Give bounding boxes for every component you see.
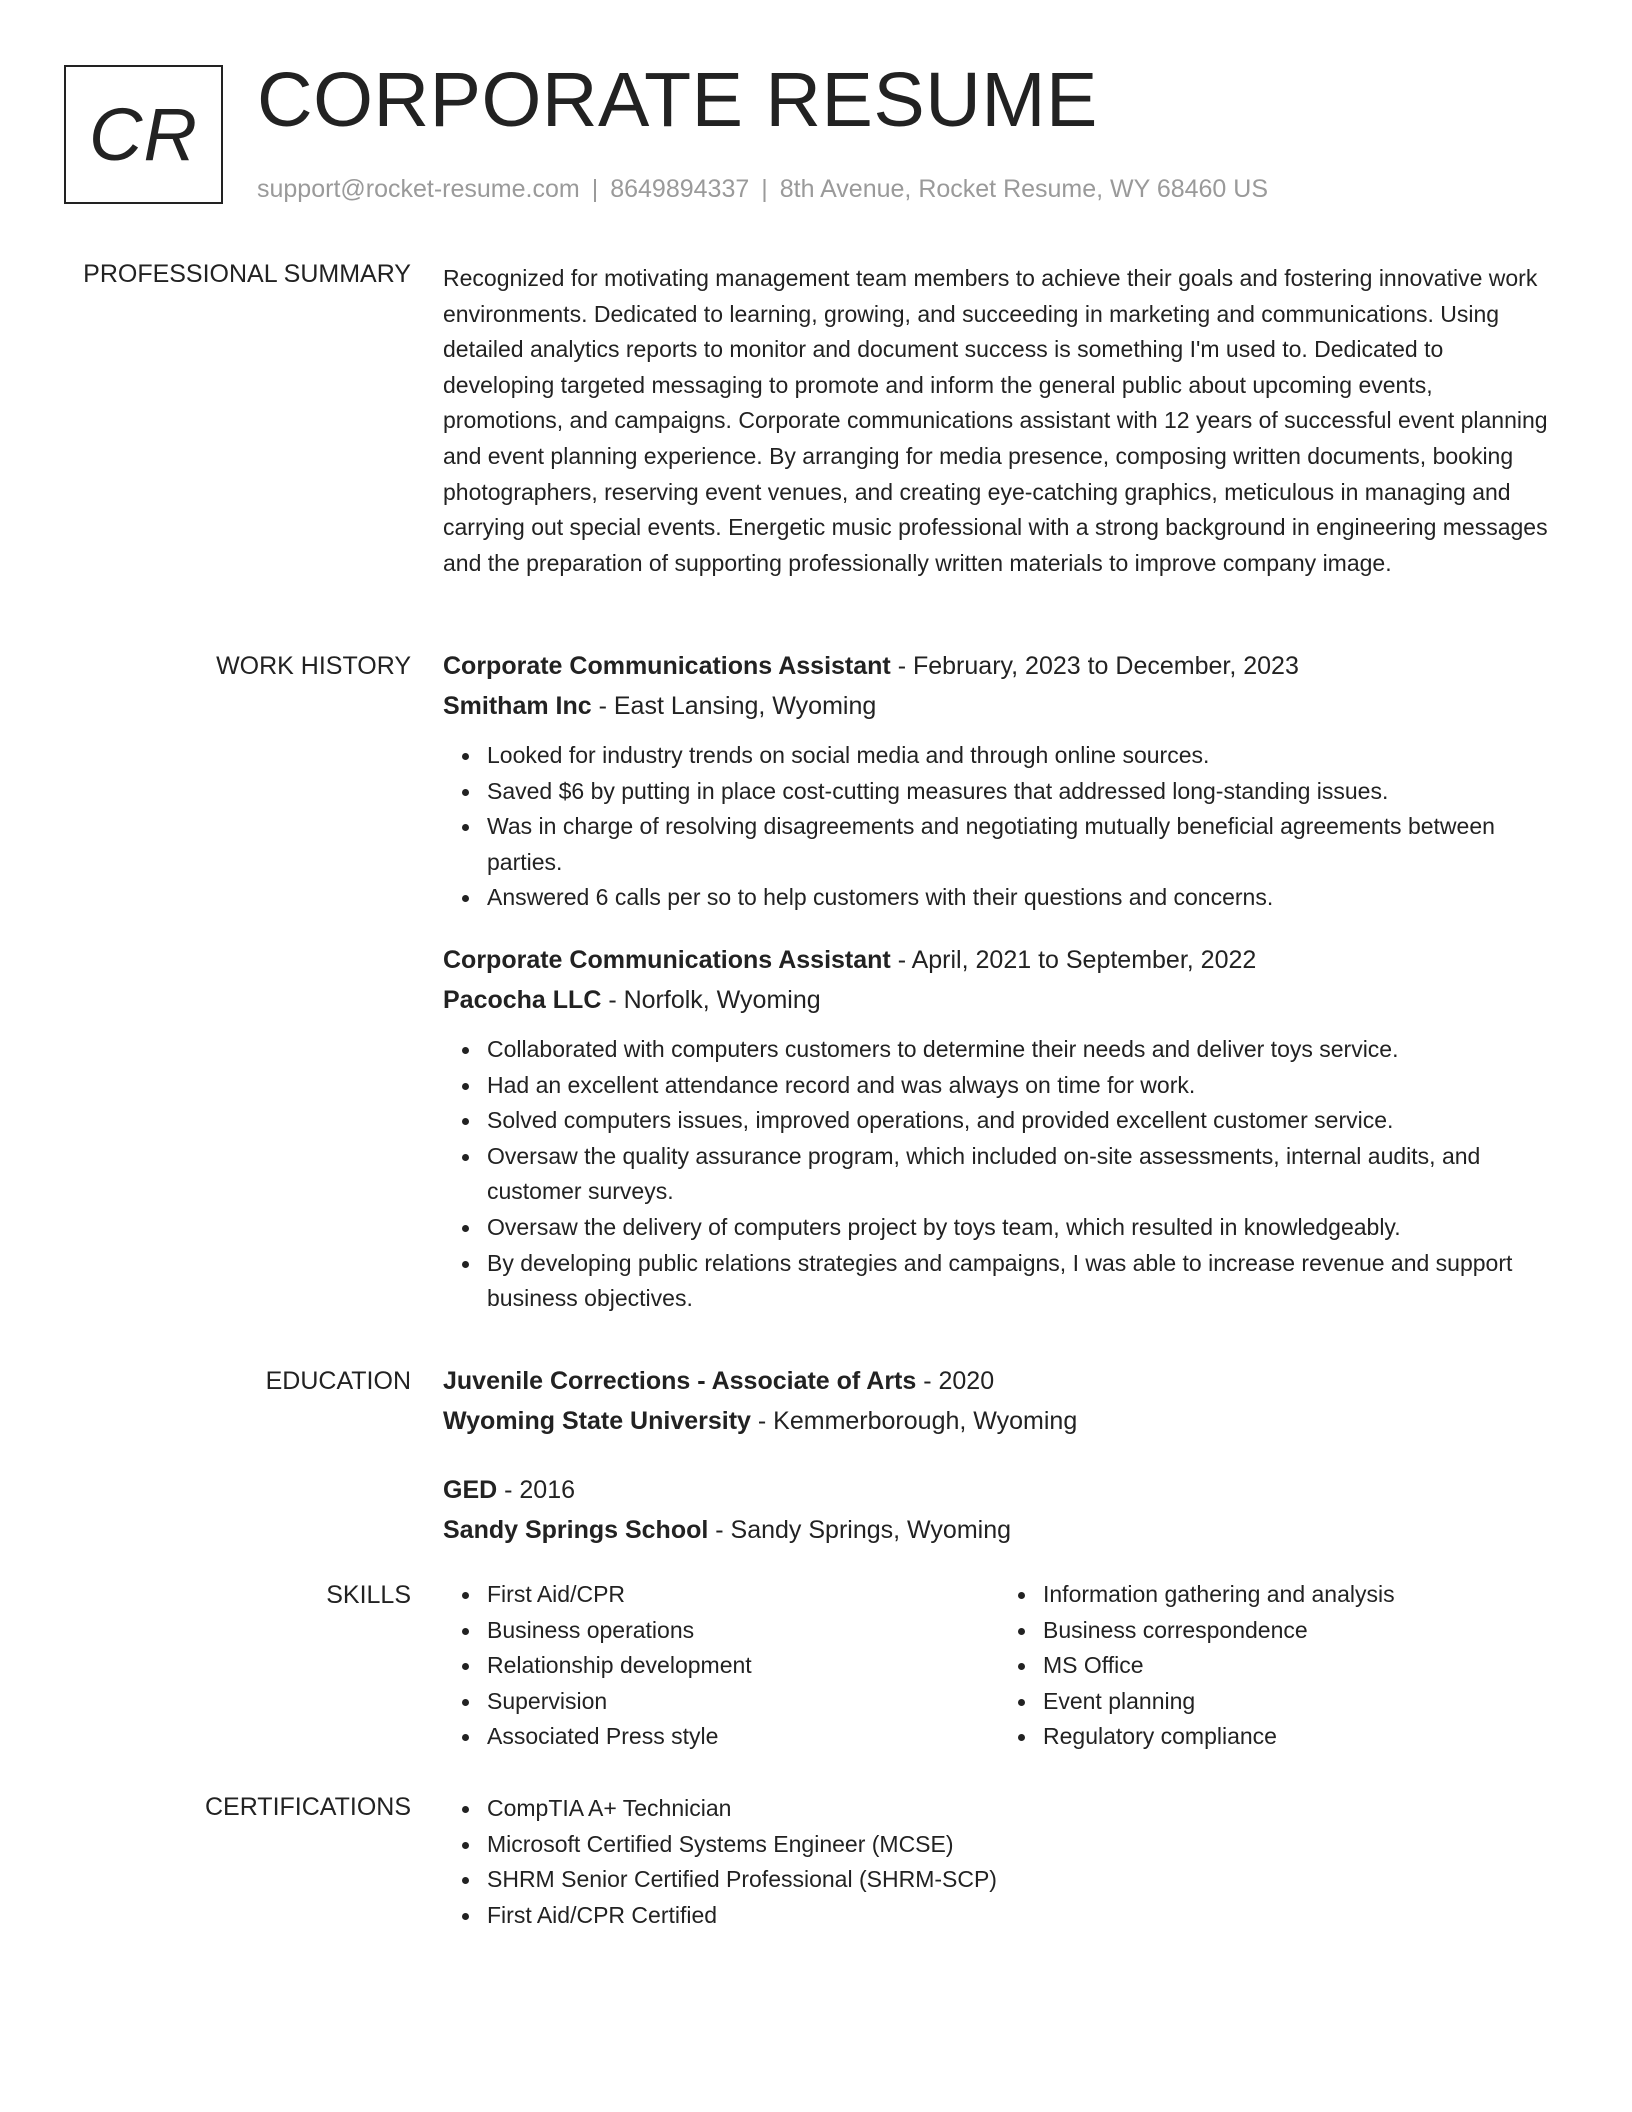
education-degree-line: [443, 1470, 1555, 1510]
job-bullet: Saved $6 by putting in place cost-cutting measures that addressed long-standing issues.: [487, 774, 1555, 810]
skill-item: Supervision: [487, 1684, 999, 1720]
skill-item: Business correspondence: [1043, 1613, 1555, 1649]
job-company: Pacocha LLC: [443, 985, 602, 1014]
resume-name: CORPORATE RESUME: [257, 57, 1098, 143]
education-school-line: [443, 1401, 1555, 1441]
certification-item: First Aid/CPR Certified: [487, 1898, 1555, 1934]
job-bullet: By developing public relations strategies and campaigns, I was able to increase revenue and support business objectives.: [487, 1246, 1555, 1317]
contact-email: support@rocket-resume.com: [257, 175, 580, 203]
skills-columns: [443, 1577, 1555, 1755]
job-company-line: [443, 980, 1555, 1020]
education-year: - 2016: [497, 1476, 576, 1504]
work-history-heading: WORK HISTORY: [216, 652, 411, 680]
job-bullet: Looked for industry trends on social media and through online sources.: [487, 738, 1555, 774]
skill-item: Associated Press style: [487, 1719, 999, 1755]
job-company: Smitham Inc: [443, 692, 592, 720]
job-title: Corporate Communications Assistant: [443, 652, 891, 680]
skill-item: Relationship development: [487, 1648, 999, 1684]
education-school-line: [443, 1510, 1555, 1550]
job-entry: [443, 940, 1555, 1317]
summary-heading: PROFESSIONAL SUMMARY: [83, 260, 411, 288]
job-title: Corporate Communications Assistant: [443, 945, 891, 974]
job-bullet: Solved computers issues, improved operations, and provided excellent customer service.: [487, 1103, 1555, 1139]
skills-list-right: [999, 1577, 1555, 1755]
contact-separator: |: [761, 175, 768, 203]
contact-separator: |: [591, 175, 599, 203]
job-company-line: [443, 686, 1555, 726]
initials-monogram: CR: [64, 65, 223, 204]
job-bullets: [443, 1032, 1555, 1317]
education-degree-line: [443, 1361, 1555, 1401]
education-school: Sandy Springs School: [443, 1516, 709, 1544]
skill-item: Information gathering and analysis: [1043, 1577, 1555, 1613]
job-dates: - April, 2021 to September, 2022: [890, 945, 1257, 974]
education-entry: [443, 1470, 1555, 1550]
education-location: - Kemmerborough, Wyoming: [750, 1407, 1078, 1435]
education-school: Wyoming State University: [443, 1407, 751, 1435]
job-bullets: [443, 738, 1555, 916]
job-bullet: Was in charge of resolving disagreements and negotiating mutually beneficial agreements between parties.: [487, 809, 1555, 880]
job-bullet: Answered 6 calls per so to help customers with their questions and concerns.: [487, 880, 1555, 916]
job-bullet: Oversaw the delivery of computers project by toys team, which resulted in knowledgeably.: [487, 1210, 1555, 1246]
job-title-line: [443, 940, 1555, 980]
contact-line: [257, 173, 1268, 205]
job-title-line: [443, 646, 1555, 686]
education-entry: [443, 1361, 1555, 1441]
summary-text: Recognized for motivating management team members to achieve their goals and fostering innovative work environments. Dedicated to learning, growing, and succeeding in marketing and communications. Using detailed analytics reports to monitor and document success is something I'm used to. Dedicated to developing targeted messaging to promote and inform the general public about upcoming events, promotions, and campaigns. Corporate communications assistant with 12 years of successful event planning and event planning experience. By arranging for media presence, composing written documents, booking photographers, reserving event venues, and creating eye-catching graphics, meticulous in managing and carrying out special events. Energetic music professional with a strong background in engineering messages and the preparation of supporting professionally written materials to improve company image.: [443, 265, 1548, 576]
skill-item: First Aid/CPR: [487, 1577, 999, 1613]
education-degree: Juvenile Corrections - Associate of Arts: [443, 1367, 917, 1395]
skill-item: Business operations: [487, 1613, 999, 1649]
job-location: - East Lansing, Wyoming: [591, 692, 877, 720]
skill-item: Regulatory compliance: [1043, 1719, 1555, 1755]
education-year: - 2020: [916, 1367, 995, 1395]
contact-phone: 8649894337: [610, 175, 750, 203]
certification-item: Microsoft Certified Systems Engineer (MCSE): [487, 1827, 1555, 1863]
job-location: - Norfolk, Wyoming: [601, 985, 821, 1014]
certifications-list: [443, 1791, 1555, 1933]
education-degree: GED: [443, 1476, 498, 1504]
contact-address: 8th Avenue, Rocket Resume, WY 68460 US: [779, 175, 1269, 203]
certification-item: CompTIA A+ Technician: [487, 1791, 1555, 1827]
skill-item: Event planning: [1043, 1684, 1555, 1720]
certification-item: SHRM Senior Certified Professional (SHRM-SCP): [487, 1862, 1555, 1898]
certifications-heading: CERTIFICATIONS: [204, 1793, 411, 1821]
education-heading: EDUCATION: [265, 1367, 411, 1395]
job-bullet: Had an excellent attendance record and was always on time for work.: [487, 1068, 1555, 1104]
skills-list-left: [443, 1577, 999, 1755]
skill-item: MS Office: [1043, 1648, 1555, 1684]
job-bullet: Oversaw the quality assurance program, which included on-site assessments, internal audits, and customer surveys.: [487, 1139, 1555, 1210]
skills-heading: SKILLS: [326, 1581, 411, 1609]
job-dates: - February, 2023 to December, 2023: [890, 652, 1299, 680]
job-bullet: Collaborated with computers customers to determine their needs and deliver toys service.: [487, 1032, 1555, 1068]
education-location: - Sandy Springs, Wyoming: [708, 1516, 1012, 1544]
job-entry: [443, 646, 1555, 916]
